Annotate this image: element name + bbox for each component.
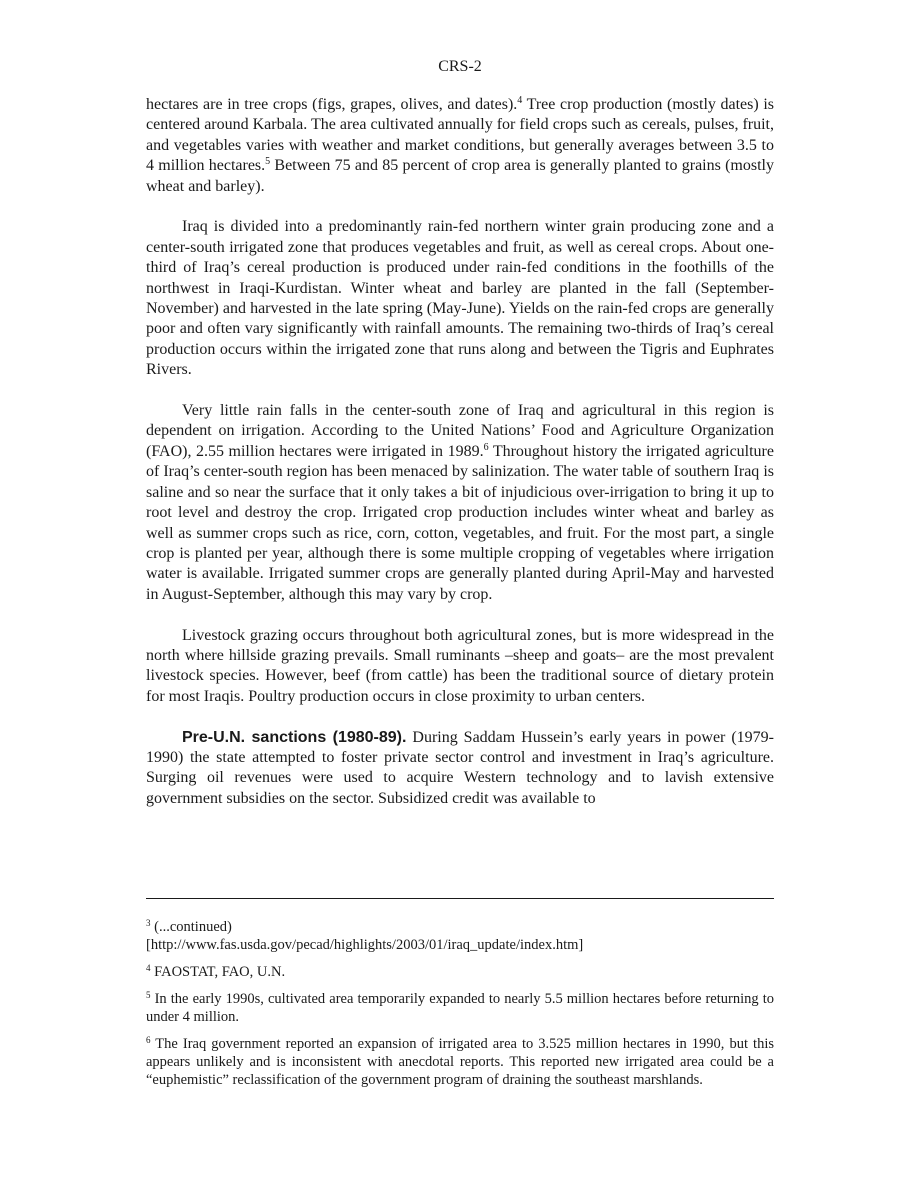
paragraph-text: Between 75 and 85 percent of crop area is generally planted to grains (mostly wheat and barley). bbox=[146, 157, 774, 195]
footnote-marker: 3 bbox=[146, 918, 151, 928]
footnote-separator bbox=[146, 898, 774, 899]
footnote-ref[interactable]: 5 bbox=[265, 156, 271, 168]
paragraph-irrigation bbox=[146, 401, 774, 605]
footnote-url[interactable]: [http://www.fas.usda.gov/pecad/highlights/2003/01/iraq_update/index.htm] bbox=[146, 937, 584, 953]
paragraph-zones: Iraq is divided into a predominantly rain-fed northern winter grain producing zone and a center-south irrigated zone that produces vegetables and fruit, as well as cereal crops. About one-third of Iraq’s cereal production is produced under rain-fed conditions in the foothills of the northwest in Iraqi-Kurdistan. Winter wheat and barley are planted in the fall (September-November) and harvested in the late spring (May-June). Yields on the rain-fed crops are generally poor and often vary significantly with rainfall amounts. The remaining two-thirds of Iraq’s cereal production occurs within the irrigated zone that runs along and between the Tigris and Euphrates Rivers. bbox=[146, 218, 774, 379]
footnote-ref[interactable]: 6 bbox=[483, 441, 489, 453]
footnote-marker: 5 bbox=[146, 990, 151, 1000]
footnote-6 bbox=[146, 1035, 774, 1089]
paragraph-text: hectares are in tree crops (figs, grapes, olives, and dates). bbox=[146, 96, 518, 113]
section-heading: Pre-U.N. sanctions (1980-89). bbox=[182, 728, 407, 746]
footnote-marker: 4 bbox=[146, 963, 151, 973]
page-header: CRS-2 bbox=[438, 58, 482, 75]
footnotes bbox=[146, 918, 774, 1098]
paragraph-pre-sanctions bbox=[146, 728, 774, 810]
footnote-text: FAOSTAT, FAO, U.N. bbox=[150, 964, 286, 980]
footnote-text: (...continued) bbox=[150, 919, 232, 935]
paragraph-text: Very little rain falls in the center-south zone of Iraq and agricultural in this region is dependent on irrigation. According to the United Nations’ Food and Agriculture Organization (FAO), 2.55 million hectares were irrigated in 1989. bbox=[146, 402, 774, 460]
paragraph-text: Tree crop production (mostly dates) is centered around Karbala. The area cultivated annually for field crops such as cereals, pulses, fruit, and vegetables varies with weather and market conditions, but generally averages between 3.5 to 4 million hectares. bbox=[146, 96, 775, 175]
footnote-text: In the early 1990s, cultivated area temporarily expanded to nearly 5.5 million hectares before returning to under 4 million. bbox=[146, 991, 774, 1025]
footnote-ref[interactable]: 4 bbox=[517, 95, 523, 106]
paragraph-livestock: Livestock grazing occurs throughout both agricultural zones, but is more widespread in the north where hillside grazing prevails. Small ruminants –sheep and goats– are the most prevalent livestock species. However, beef (from cattle) has been the traditional source of dietary protein for most Iraqis. Poultry production occurs in close proximity to urban centers. bbox=[146, 626, 774, 705]
paragraph-tree-crops bbox=[146, 95, 774, 197]
paragraph-text: Throughout history the irrigated agriculture of Iraq’s center-south region has been menaced by salinization. The water table of southern Iraq is saline and so near the surface that it only takes a bit of injudicious over-irrigation to bring it up to root level and destroy the crop. Irrigated crop production includes winter wheat and barley as well as summer crops such as rice, corn, cotton, vegetables, and fruit. For the most part, a single crop is planted per year, although there is some multiple cropping of vegetables where irrigation water is available. Irrigated summer crops are generally planted during April-May and harvested in August-September, although this may vary by crop. bbox=[146, 442, 774, 603]
footnote-4 bbox=[146, 963, 774, 981]
paragraph-text: During Saddam Hussein’s early years in power (1979-1990) the state attempted to foster private sector control and investment in Iraq’s agriculture. Surging oil revenues were used to acquire Western technology and to lavish extensive government subsidies on the sector. Subsidized credit was available to bbox=[146, 728, 774, 807]
footnote-3 bbox=[146, 918, 774, 954]
body-text bbox=[146, 95, 774, 830]
footnote-5 bbox=[146, 990, 774, 1026]
footnote-text: The Iraq government reported an expansion of irrigated area to 3.525 million hectares in 1990, but this appears unlikely and is inconsistent with anecdotal reports. This reported new irrigated area could be a “euphemistic” reclassification of the government program of draining the southeast marshlands. bbox=[146, 1036, 774, 1088]
footnote-marker: 6 bbox=[146, 1035, 151, 1045]
